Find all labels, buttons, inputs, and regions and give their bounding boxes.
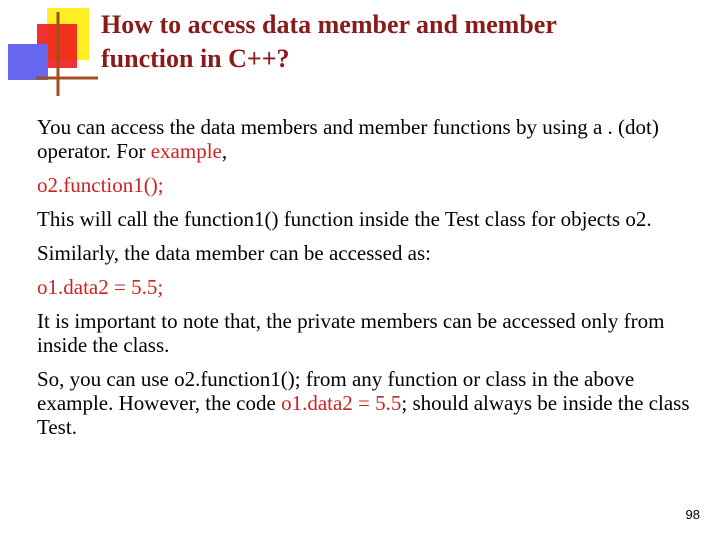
usage-code: o1.data2 = 5.5 <box>281 391 402 415</box>
example-highlight: example <box>150 139 222 163</box>
title-line-1: How to access data member and member <box>101 10 557 39</box>
slide-body <box>37 115 707 449</box>
paragraph-usage <box>37 367 707 439</box>
code-data-member: o1.data2 = 5.5; <box>37 275 164 299</box>
paragraph-similarly: Similarly, the data member can be accessed as: <box>37 241 431 265</box>
slide-title <box>101 8 701 76</box>
title-line-2: function in C++? <box>101 44 290 73</box>
paragraph-private-note: It is important to note that, the private members can be accessed only from inside the class. <box>37 309 665 357</box>
intro-text: You can access the data members and member functions by using a . (dot) operator. For <box>37 115 659 163</box>
usage-end: ; should always be inside the class Test. <box>37 391 690 439</box>
usage-start: So, you can use o2.function1(); from any function or class in the above example. However, the code <box>37 367 635 415</box>
code-function-call: o2.function1(); <box>37 173 164 197</box>
paragraph-intro <box>37 115 707 163</box>
page-number: 98 <box>685 507 700 522</box>
decorative-logo <box>0 0 100 100</box>
logo-blue-square <box>8 44 48 80</box>
paragraph-call-explanation: This will call the function1() function inside the Test class for objects o2. <box>37 207 652 231</box>
intro-tail: , <box>221 139 228 163</box>
